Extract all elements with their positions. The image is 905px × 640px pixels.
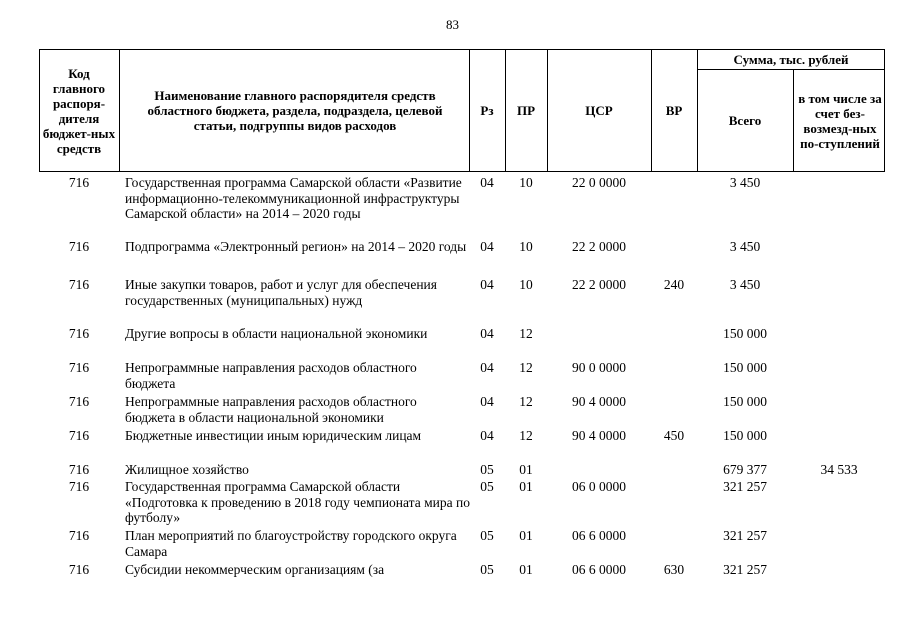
cell-name: Непрограммные направления расходов областного бюджета [125, 360, 417, 391]
cell-rz: 04 [480, 360, 494, 375]
page-number: 83 [446, 17, 459, 32]
cell-pr: 01 [519, 462, 533, 477]
cell-csr: 22 2 0000 [572, 277, 626, 292]
header-sum: Сумма, тыс. рублей [733, 52, 849, 67]
cell-name: Непрограммные направления расходов областного бюджета в области национальной экономики [125, 394, 417, 425]
cell-csr: 06 6 0000 [572, 528, 626, 543]
cell-rz: 05 [480, 528, 494, 543]
cell-vr: 450 [663, 428, 685, 443]
header-total: Всего [728, 113, 762, 128]
cell-total: 321 257 [723, 528, 767, 543]
cell-rz: 04 [480, 326, 494, 341]
cell-name: Государственная программа Самарской области «Развитие информационно-телекоммуникационной инфраструктуры Самарской области» на 2014 – 2020 годы [125, 175, 462, 222]
cell-pr: 01 [519, 528, 533, 543]
header-csr: ЦСР [585, 103, 613, 118]
cell-csr: 22 0 0000 [572, 175, 626, 190]
table-row [39, 277, 885, 326]
cell-rz: 04 [480, 239, 494, 254]
table-row [39, 239, 885, 277]
table-row [39, 562, 885, 579]
cell-rz: 05 [480, 562, 494, 577]
cell-name: Иные закупки товаров, работ и услуг для обеспечения государственных (муниципальных) нужд [125, 277, 437, 308]
cell-code: 716 [68, 277, 90, 292]
table-row [39, 479, 885, 528]
cell-pr: 10 [519, 239, 533, 254]
table-row [39, 528, 885, 562]
cell-total: 3 450 [729, 175, 761, 190]
cell-rz: 04 [480, 394, 494, 409]
cell-vr: 630 [663, 562, 685, 577]
cell-total: 3 450 [729, 277, 761, 292]
header-pr: ПР [516, 103, 536, 118]
table-row [39, 360, 885, 394]
cell-csr: 90 4 0000 [572, 394, 626, 409]
cell-rz: 04 [480, 428, 494, 443]
cell-pr: 10 [519, 277, 533, 292]
cell-csr: 06 0 0000 [572, 479, 626, 494]
header-rz: Рз [480, 103, 494, 118]
table-row [39, 326, 885, 360]
table-row [39, 394, 885, 428]
cell-name: Государственная программа Самарской области «Подготовка к проведению в 2018 году чемпионата мира по футболу» [125, 479, 470, 526]
header-vr: ВР [665, 103, 683, 118]
cell-rz: 05 [480, 462, 494, 477]
divider [119, 49, 120, 172]
table-row [39, 175, 885, 239]
cell-rz: 04 [480, 277, 494, 292]
cell-code: 716 [68, 360, 90, 375]
cell-total: 3 450 [729, 239, 761, 254]
cell-total: 150 000 [723, 326, 767, 341]
cell-total: 150 000 [723, 428, 767, 443]
cell-code: 716 [68, 462, 90, 477]
cell-code: 716 [68, 428, 90, 443]
cell-code: 716 [68, 239, 90, 254]
cell-free: 34 533 [820, 462, 858, 477]
cell-csr: 90 0 0000 [572, 360, 626, 375]
cell-pr: 12 [519, 428, 533, 443]
cell-total: 150 000 [723, 360, 767, 375]
cell-vr: 240 [663, 277, 685, 292]
cell-rz: 04 [480, 175, 494, 190]
cell-code: 716 [68, 394, 90, 409]
cell-name: Субсидии некоммерческим организациям (за [125, 562, 385, 577]
cell-csr: 90 4 0000 [572, 428, 626, 443]
cell-pr: 12 [519, 326, 533, 341]
cell-code: 716 [68, 479, 90, 494]
header-name: Наименование главного распорядителя средств областного бюджета, раздела, подраздела, целевой статьи, подгруппы видов расходов [147, 88, 443, 133]
cell-name: План мероприятий по благоустройству городского округа Самара [125, 528, 457, 559]
cell-pr: 12 [519, 394, 533, 409]
cell-pr: 01 [519, 562, 533, 577]
table-row [39, 428, 885, 462]
cell-name: Подпрограмма «Электронный регион» на 2014 – 2020 годы [125, 239, 467, 254]
cell-csr: 06 6 0000 [572, 562, 626, 577]
header-code: Код главного распоря-дителя бюджет-ных средств [42, 65, 116, 156]
table-row [39, 462, 885, 479]
cell-name: Жилищное хозяйство [125, 462, 249, 477]
cell-pr: 01 [519, 479, 533, 494]
cell-total: 679 377 [723, 462, 767, 477]
cell-code: 716 [68, 562, 90, 577]
cell-code: 716 [68, 528, 90, 543]
table-body [39, 175, 885, 579]
cell-pr: 12 [519, 360, 533, 375]
cell-name: Другие вопросы в области национальной экономики [125, 326, 428, 341]
cell-code: 716 [68, 175, 90, 190]
divider [793, 69, 794, 172]
cell-total: 321 257 [723, 562, 767, 577]
header-free: в том числе за счет без-возмезд-ных по-ступлений [798, 90, 882, 151]
cell-total: 150 000 [723, 394, 767, 409]
cell-name: Бюджетные инвестиции иным юридическим лицам [125, 428, 422, 443]
cell-csr: 22 2 0000 [572, 239, 626, 254]
cell-rz: 05 [480, 479, 494, 494]
table-header [39, 49, 885, 172]
cell-total: 321 257 [723, 479, 767, 494]
cell-pr: 10 [519, 175, 533, 190]
cell-code: 716 [68, 326, 90, 341]
